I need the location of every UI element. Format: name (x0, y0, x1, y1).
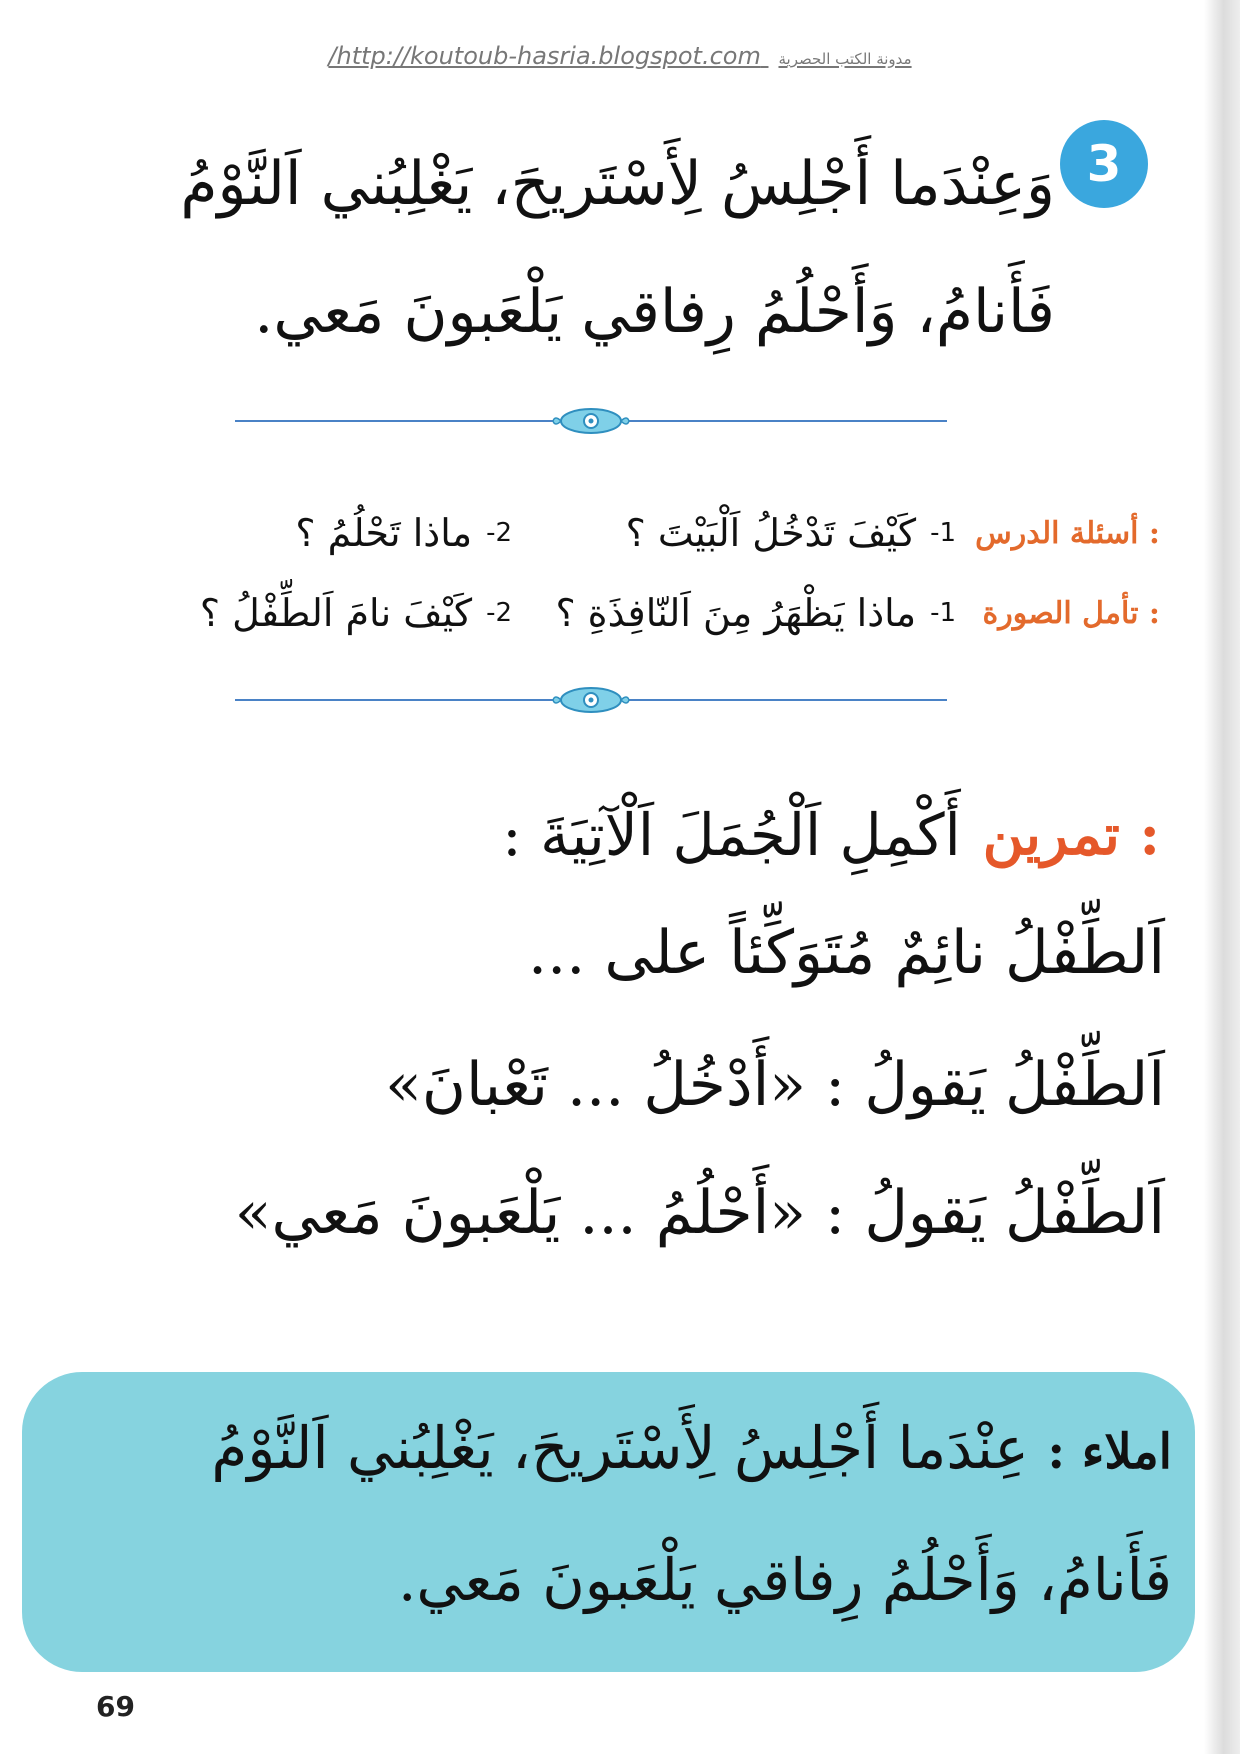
picture-question-1: ماذا يَظْهَرُ مِنَ اَلنّافِذَةِ ؟ (555, 591, 917, 635)
reading-passage (40, 120, 1055, 376)
dictation-box (22, 1372, 1195, 1672)
passage-line-2: فَأَنامُ، وَأَحْلُمُ رِفاقي يَلْعَبونَ مَعي. (254, 277, 1055, 347)
dictation-line-2: فَأَنامُ، وَأَحْلُمُ رِفاقي يَلْعَبونَ مَعي. (397, 1546, 1172, 1614)
exercise-label: تمرين : (982, 802, 1160, 868)
question-number: -1 (930, 598, 956, 628)
source-blog-name: مدونة الكتب الحصرية (778, 50, 912, 68)
exercise-sentence-3: اَلطِّفْلُ يَقولُ : «أَحْلُمُ ... يَلْعَبونَ مَعي» (234, 1178, 1165, 1248)
source-url[interactable]: /http://koutoub-hasria.blogspot.com (328, 42, 761, 70)
lesson-question-1: كَيْفَ تَدْخُلُ اَلْبَيْتَ ؟ (625, 511, 917, 555)
ornament-divider (235, 401, 947, 441)
exercise-header (260, 780, 1160, 890)
lesson-questions-row (40, 498, 1160, 568)
picture-questions-row (40, 578, 1160, 648)
question-number: -2 (486, 598, 513, 628)
question-number: -1 (930, 518, 956, 548)
passage-line-1: وَعِنْدَما أَجْلِسُ لِأَسْتَريحَ، يَغْلِبُني اَلنَّوْمُ (180, 149, 1055, 219)
source-url-line[interactable] (290, 42, 950, 70)
ornament-icon (551, 401, 631, 441)
exercise-sentence-2: اَلطِّفْلُ يَقولُ : «أَدْخُلُ ... تَعْبانَ» (385, 1050, 1165, 1120)
exercise-sentence-1: اَلطِّفْلُ نائِمٌ مُتَوَكِّئاً على ... (528, 918, 1165, 988)
page-edge-shadow (1204, 0, 1240, 1754)
paragraph-number-badge: 3 (1060, 120, 1148, 208)
dictation-line-1 (62, 1384, 1172, 1516)
page-number: 69 (96, 1690, 135, 1723)
picture-question-2: كَيْفَ نامَ اَلطِّفْلُ ؟ (199, 591, 473, 635)
lesson-question-2: ماذا تَحْلُمُ ؟ (295, 511, 473, 555)
question-number: -2 (486, 518, 513, 548)
picture-questions-label: تأمل الصورة : (982, 595, 1160, 631)
dictation-label: املاء : (1047, 1424, 1172, 1480)
ornament-icon (551, 680, 631, 720)
lesson-questions-label: أسئلة الدرس : (975, 515, 1160, 551)
dictation-text-1: عِنْدَما أَجْلِسُ لِأَسْتَريحَ، يَغْلِبُني اَلنَّوْمُ (211, 1414, 1029, 1482)
ornament-divider (235, 680, 947, 720)
dictation-text (62, 1384, 1172, 1644)
exercise-instruction: أَكْمِلِ اَلْجُمَلَ اَلْآتِيَةَ : (502, 801, 961, 869)
